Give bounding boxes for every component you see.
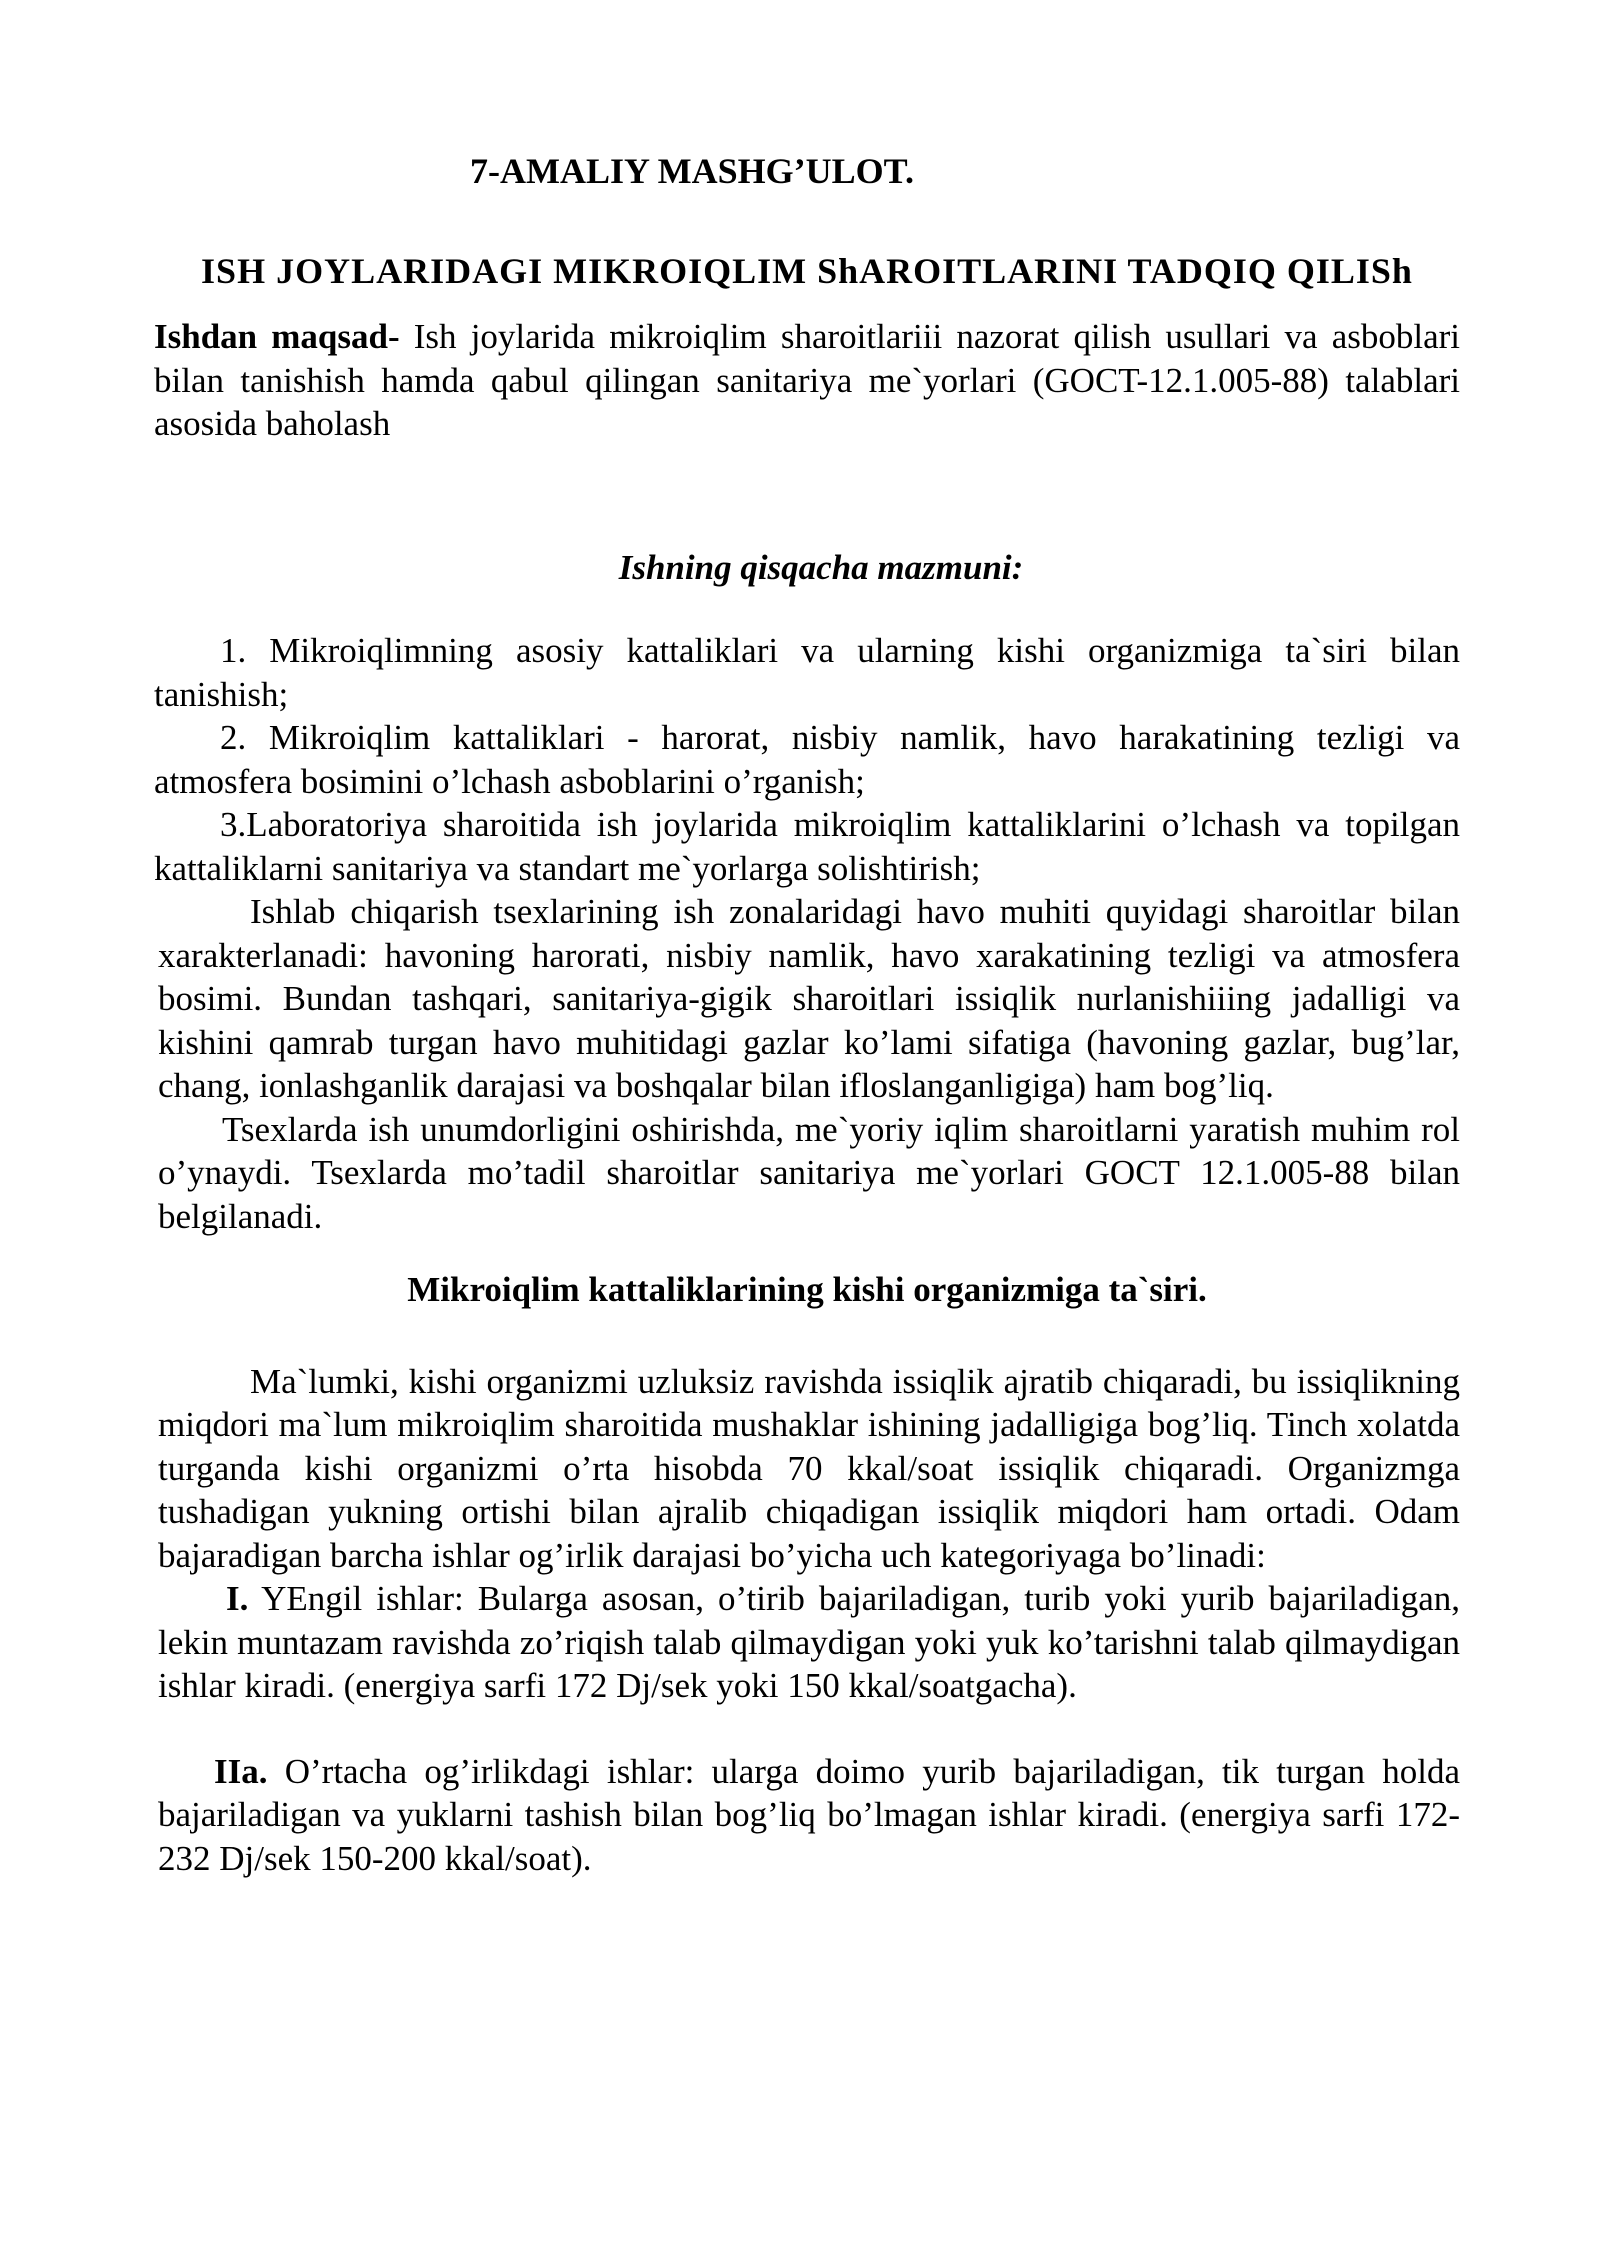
category-2-label: IIa. [214,1751,268,1791]
list-item-number: 1. [220,631,247,670]
task-list [154,629,1460,890]
category-1-label: I. [226,1579,249,1618]
list-item-text: Mikroiqlim kattaliklari - harorat, nisbiy namlik, havo harakatining tezligi va atmosfera bosimini o’lchash asboblarini o’rganish; [154,718,1460,801]
category-2-paragraph [154,1750,1460,1881]
goal-text: Ish joylarida mikroiqlim sharoitlariii nazorat qilish usullari va asboblari bilan tanishish hamda qabul qilingan sanitariya me`yorlari (GOCT-12.1.005-88) talablari asosida baholash [154,317,1460,443]
category-2-text: O’rtacha og’irlikdagi ishlar: ularga doimo yurib bajariladigan, tik turgan holda bajariladigan va yuklarni tashish bilan bog’liq bo’lmagan ishlar kiradi. (energiya sarfi 172-232 Dj/sek 150-200 kkal/soat). [158,1751,1460,1878]
body-paragraph-3: Ma`lumki, kishi organizmi uzluksiz ravishda issiqlik ajratib chiqaradi, bu issiqlikning miqdori ma`lum mikroiqlim sharoitida mushaklar ishining jadalligiga bog’liq. Tinch xolatda turganda kishi organizmi o’rta hisobda 70 kkal/soat issiqlik chiqaradi. Organizmga tushadigan yukning ortishi bilan ajralib chiqadigan issiqlik miqdori ham ortadi. Odam bajaradigan barcha ishlar og’irlik darajasi bo’yicha uch kategoriyaga bo’linadi: [158,1361,1460,1575]
list-item-text: Laboratoriya sharoitida ish joylarida mikroiqlim kattaliklarini o’lchash va topilgan kattaliklarni sanitariya va standart me`yorlarga solishtirish; [154,805,1460,888]
summary-heading: Ishning qisqacha mazmuni: [618,547,1024,587]
list-item [154,716,1460,803]
goal-label: Ishdan maqsad- [154,317,400,356]
category-1-text: YEngil ishlar: Bularga asosan, o’tirib bajariladigan, turib yoki yurib bajariladigan, lekin muntazam ravishda zo’riqish talab qilmaydigan yoki yuk ko’tarishni talab qilmaydigan ishlar kiradi. (energiya sarfi 172 Dj/sek yoki 150 kkal/soatgacha). [158,1579,1460,1705]
list-item-number: 2. [220,718,247,757]
list-item-number: 3. [220,805,247,844]
list-item [154,803,1460,890]
goal-paragraph [154,315,1460,446]
body-paragraph-1: Ishlab chiqarish tsexlarining ish zonalaridagi havo muhiti quyidagi sharoitlar bilan xarakterlanadi: havoning harorati, nisbiy namlik, havo xarakatining tezligi va atmosfera bosimi. Bundan tashqari, sanitariya-gigik sharoitlari issiqlik nurlanishiiing jadalligi va kishini qamrab turgan havo muhitidagi gazlar ko’lami sifatiga (havoning gazlar, bug’lar, chang, ionlashganlik darajasi va boshqalar bilan ifloslanganligiga) ham bog’liq. [158,892,1460,1105]
document-page [154,150,1460,1880]
list-item [154,629,1460,716]
category-1-paragraph [154,1577,1460,1708]
page-title: 7-AMALIY MASHG’ULOT. [470,151,914,191]
section-heading: Mikroiqlim kattaliklarining kishi organizmiga ta`siri. [407,1270,1207,1309]
body-paragraph-2: Tsexlarda ish unumdorligini oshirishda, me`yoriy iqlim sharoitlarni yaratish muhim rol o’ynaydi. Tsexlarda mo’tadil sharoitlar sanitariya me`yorlari GOCT 12.1.005-88 bilan belgilanadi. [158,1109,1460,1236]
page-subtitle: ISH JOYLARIDAGI MIKROIQLIM ShAROITLARINI TADQIQ QILISh [201,250,1413,291]
list-item-text: Mikroiqlimning asosiy kattaliklari va ularning kishi organizmiga ta`siri bilan tanishish; [154,631,1460,714]
